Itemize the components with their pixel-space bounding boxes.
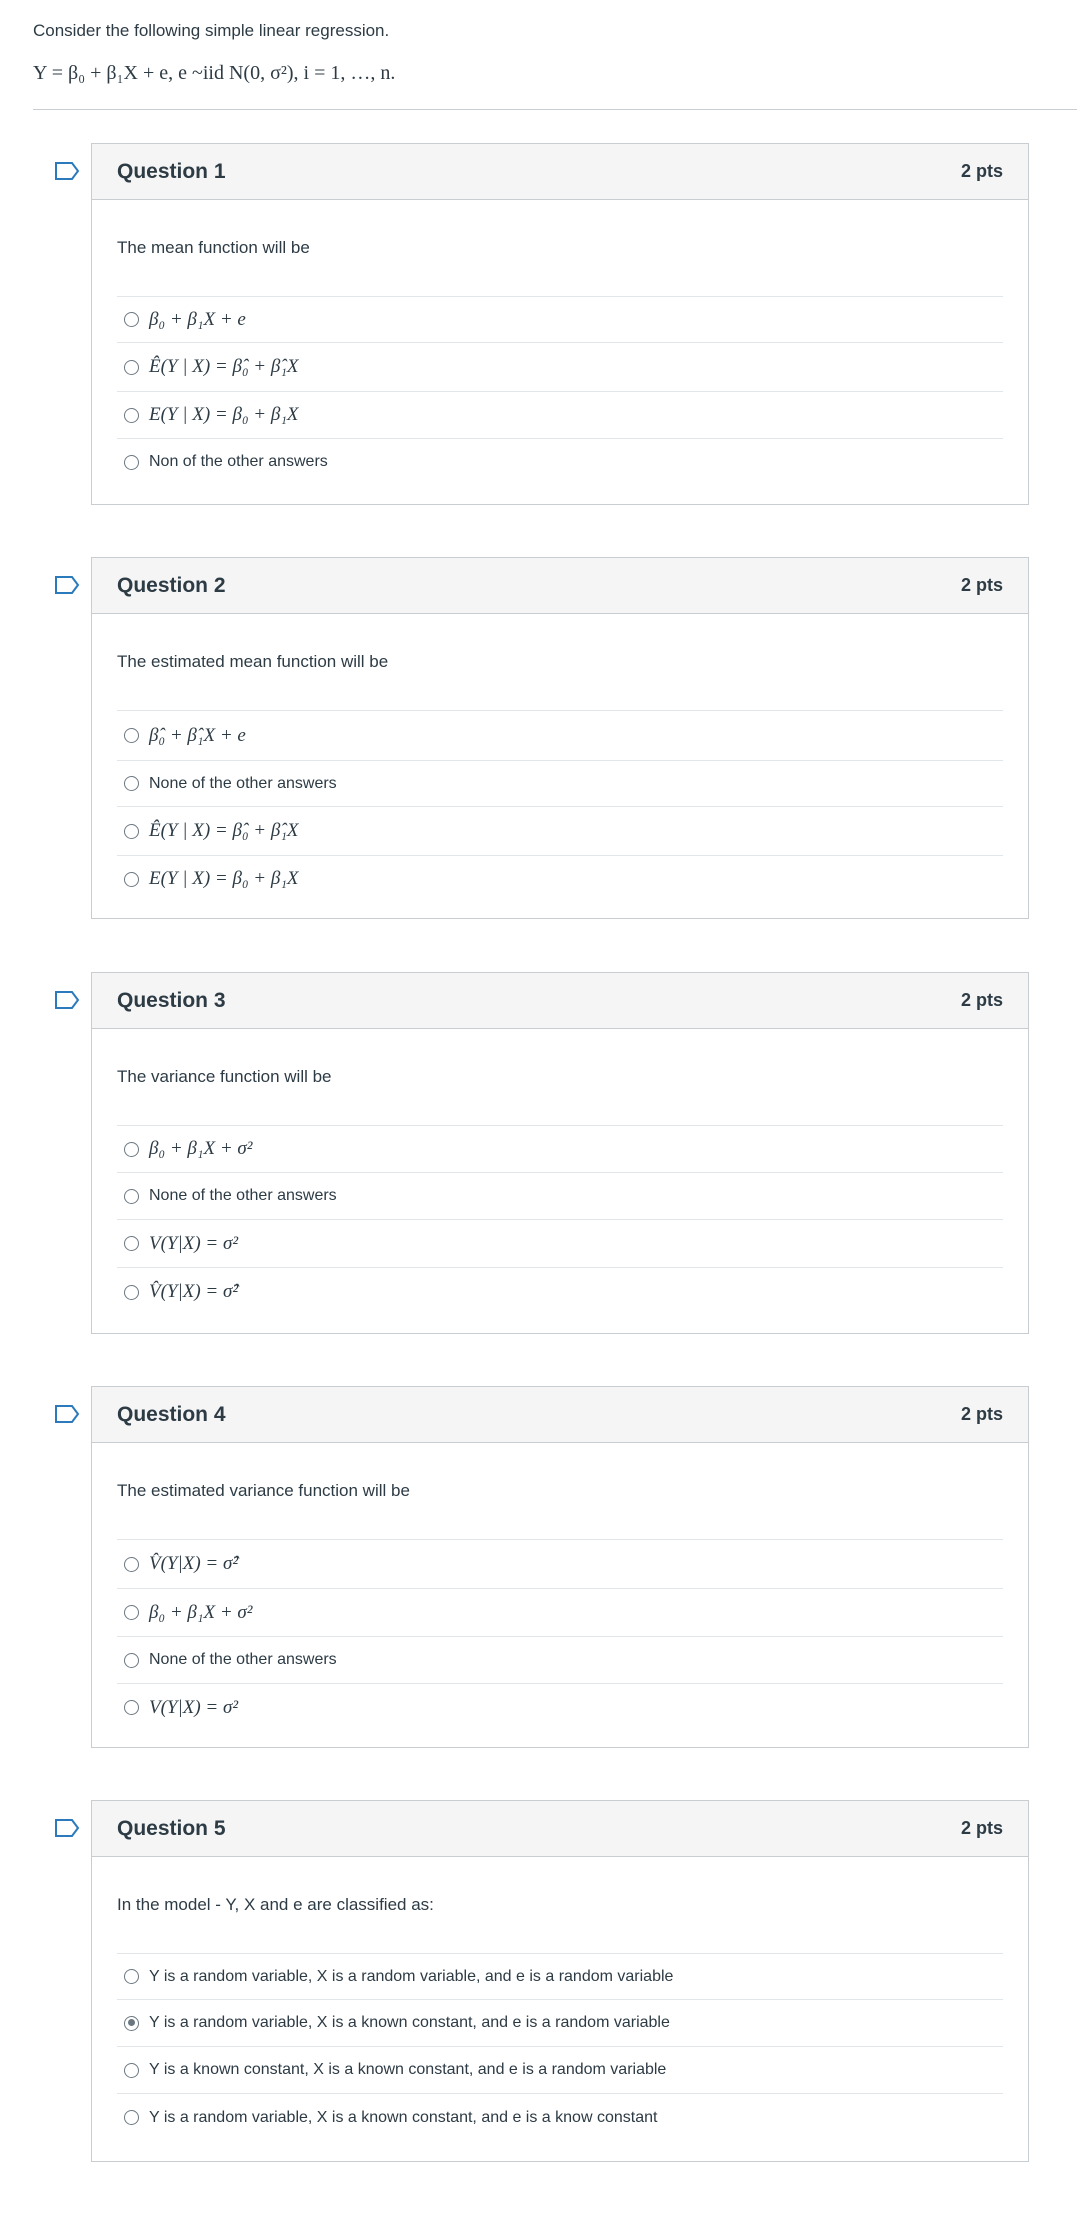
answer-option[interactable] (117, 1539, 1003, 1588)
radio-button[interactable] (124, 408, 139, 423)
answer-label: E(Y | X) = β₀ + β₁X (149, 404, 299, 425)
flag-icon[interactable] (54, 1404, 80, 1424)
answer-option[interactable] (117, 710, 1003, 760)
answer-option[interactable] (117, 1999, 1003, 2046)
question-header (92, 558, 1028, 614)
question-title: Question 2 (117, 573, 226, 597)
question-header (92, 144, 1028, 200)
radio-button[interactable] (124, 312, 139, 327)
flag-icon[interactable] (54, 575, 80, 595)
flag-icon[interactable] (54, 990, 80, 1010)
answer-option[interactable] (117, 1219, 1003, 1267)
answer-option[interactable] (117, 342, 1003, 391)
radio-button[interactable] (124, 1557, 139, 1572)
question-title: Question 4 (117, 1402, 226, 1426)
question-title: Question 1 (117, 159, 226, 183)
answer-option[interactable] (117, 1267, 1003, 1316)
radio-button[interactable] (124, 2063, 139, 2078)
flag-icon[interactable] (54, 1818, 80, 1838)
radio-button[interactable] (124, 776, 139, 791)
divider (33, 109, 1077, 110)
intro (33, 18, 1077, 88)
radio-button[interactable] (124, 1700, 139, 1715)
answer-option[interactable] (117, 438, 1003, 485)
answer-option[interactable] (117, 1953, 1003, 1999)
answer-label: V(Y|X) = σ² (149, 1696, 239, 1718)
answer-label: Ê(Y | X) = β̂₀ + β̂₁X (149, 356, 299, 377)
question-card (91, 1800, 1029, 2162)
question-points: 2 pts (960, 1404, 1003, 1424)
question-points: 2 pts (960, 575, 1003, 595)
radio-button[interactable] (124, 1969, 139, 1984)
question-points: 2 pts (960, 1818, 1003, 1838)
question-prompt: The estimated variance function will be (117, 1481, 410, 1500)
flag-icon[interactable] (54, 161, 80, 181)
radio-button[interactable] (124, 1285, 139, 1300)
question-body (92, 1443, 1028, 1731)
answer-option[interactable] (117, 1636, 1003, 1683)
question-header (92, 973, 1028, 1029)
answer-option[interactable] (117, 1172, 1003, 1219)
answer-option[interactable] (117, 855, 1003, 902)
answer-label: V̂(Y|X) = σ̂² (149, 1281, 239, 1302)
answer-label: Y is a random variable, X is a known constant, and e is a random variable (149, 2014, 670, 2031)
question-header (92, 1801, 1028, 1857)
answer-label: β₀ + β₁X + σ² (149, 1601, 253, 1623)
radio-button[interactable] (124, 728, 139, 743)
radio-button[interactable] (124, 1142, 139, 1157)
answer-option[interactable] (117, 2046, 1003, 2093)
question-card (91, 1386, 1029, 1748)
question-prompt: The mean function will be (117, 238, 310, 257)
radio-button[interactable] (124, 455, 139, 470)
radio-button[interactable] (124, 1605, 139, 1620)
answer-option[interactable] (117, 806, 1003, 855)
question-prompt: The variance function will be (117, 1067, 332, 1086)
question-title: Question 5 (117, 1816, 226, 1840)
question-points: 2 pts (960, 990, 1003, 1010)
answer-label: V(Y|X) = σ² (149, 1232, 239, 1254)
question-prompt: The estimated mean function will be (117, 652, 389, 671)
radio-button[interactable] (124, 1653, 139, 1668)
answer-label: Non of the other answers (149, 453, 328, 470)
intro-text: Consider the following simple linear regression. (33, 21, 390, 40)
answer-label: Ê(Y | X) = β̂₀ + β̂₁X (149, 820, 299, 841)
answer-option[interactable] (117, 296, 1003, 342)
answer-option[interactable] (117, 2093, 1003, 2141)
radio-button[interactable] (124, 1189, 139, 1204)
question-points: 2 pts (960, 161, 1003, 181)
question-title: Question 3 (117, 988, 226, 1012)
answer-label: Y is a random variable, X is a known constant, and e is a know constant (149, 2108, 658, 2126)
question-body (92, 614, 1028, 902)
answer-label: E(Y | X) = β₀ + β₁X (149, 868, 299, 889)
question-card (91, 972, 1029, 1334)
answer-option[interactable] (117, 760, 1003, 806)
answer-label: V̂(Y|X) = σ̂² (149, 1553, 239, 1574)
intro-formula: Y = β₀ + β₁X + e, e ~iid N(0, σ²), i = 1, …, n. (33, 62, 396, 84)
question-body (92, 200, 1028, 485)
answer-label: None of the other answers (149, 1187, 337, 1204)
answer-option[interactable] (117, 1125, 1003, 1172)
answer-option[interactable] (117, 1683, 1003, 1731)
answer-label: None of the other answers (149, 1651, 337, 1668)
radio-button[interactable] (124, 2110, 139, 2125)
question-card (91, 557, 1029, 919)
radio-button[interactable] (124, 360, 139, 375)
answer-label: β̂₀ + β̂₁X + e (149, 724, 246, 746)
radio-button[interactable] (124, 872, 139, 887)
question-body (92, 1029, 1028, 1316)
answer-label: Y is a known constant, X is a known constant, and e is a random variable (149, 2061, 667, 2078)
answer-label: None of the other answers (149, 774, 337, 792)
answer-label: β₀ + β₁X + σ² (149, 1138, 253, 1159)
answer-label: β₀ + β₁X + e (149, 308, 246, 330)
radio-button[interactable] (124, 824, 139, 839)
question-header (92, 1387, 1028, 1443)
question-prompt: In the model - Y, X and e are classified as: (117, 1895, 434, 1914)
answer-option[interactable] (117, 1588, 1003, 1636)
radio-button-selected[interactable] (124, 2016, 139, 2031)
question-body (92, 1857, 1028, 2141)
answer-label: Y is a random variable, X is a random variable, and e is a random variable (149, 1967, 674, 1985)
question-card (91, 143, 1029, 505)
radio-button[interactable] (124, 1236, 139, 1251)
answer-option[interactable] (117, 391, 1003, 438)
